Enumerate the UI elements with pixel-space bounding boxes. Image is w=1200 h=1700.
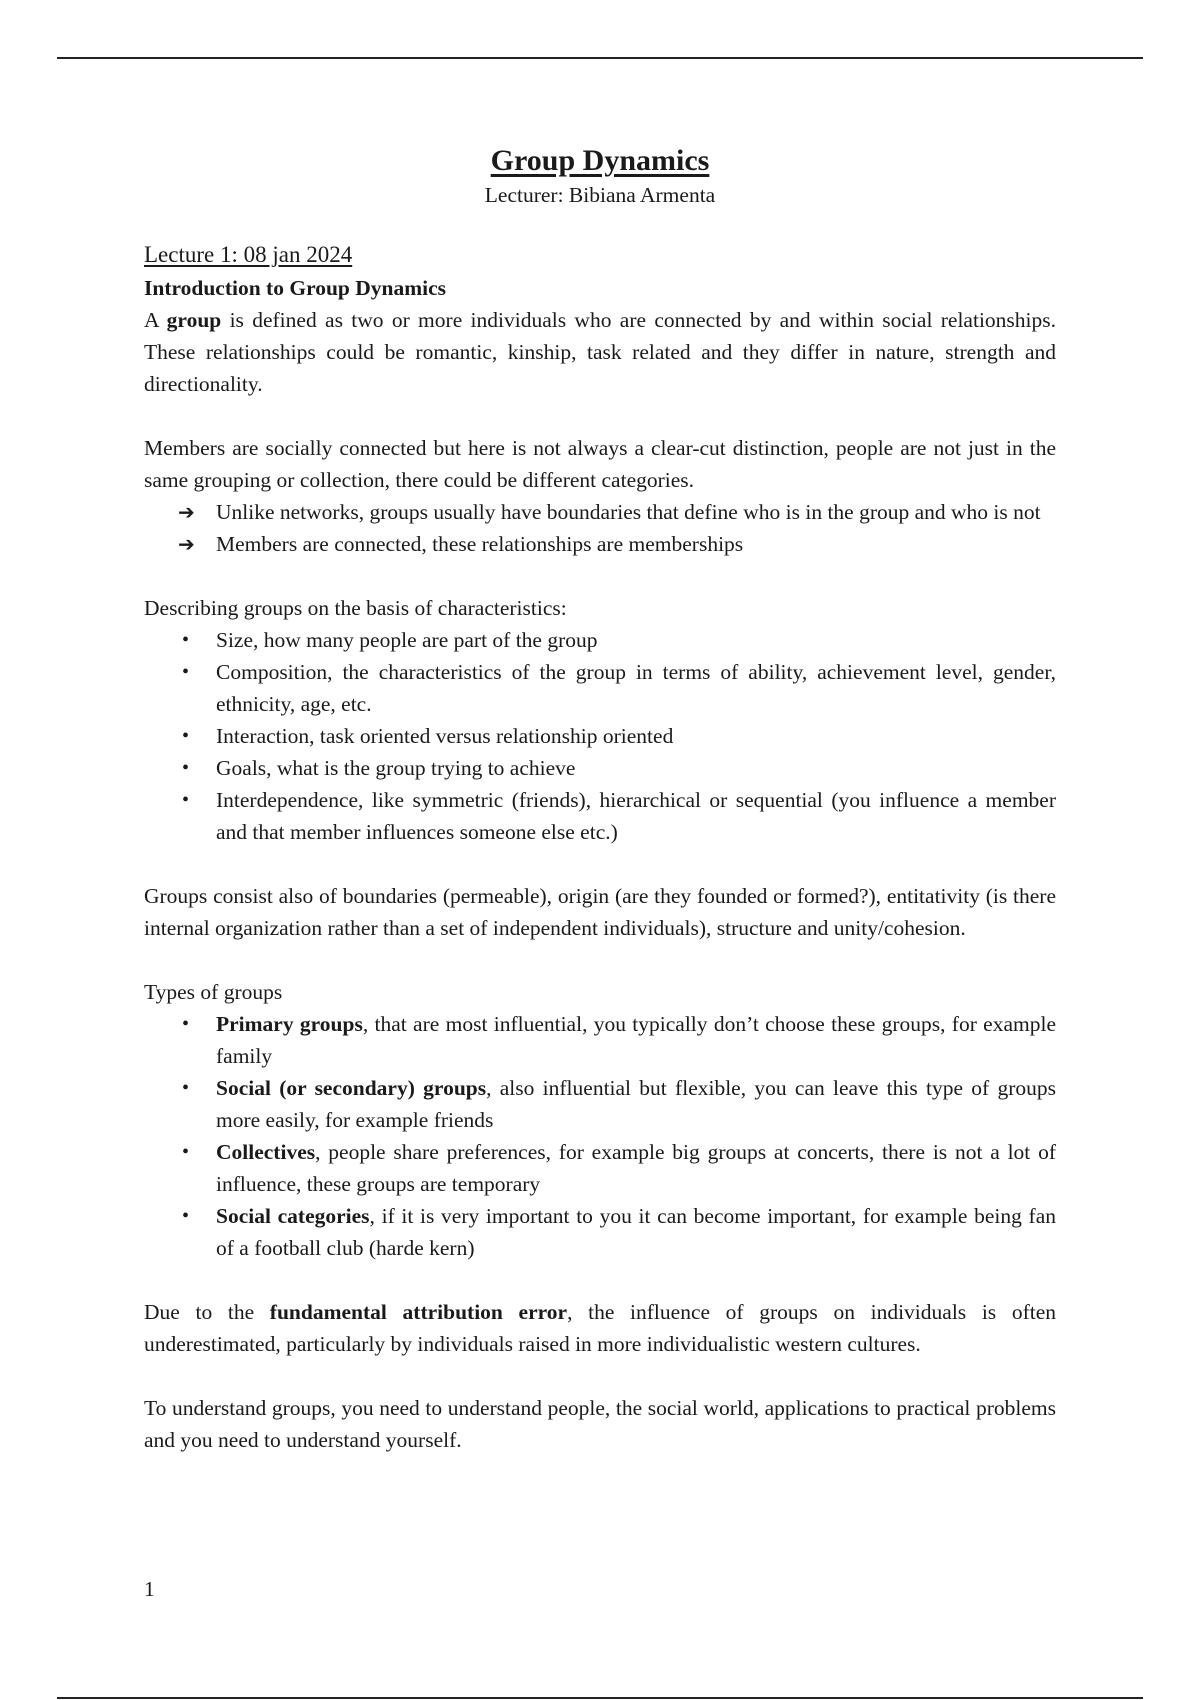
term-fundamental-attribution-error: fundamental attribution error (269, 1300, 568, 1324)
bullet-icon: • (182, 1141, 190, 1163)
types-list (144, 1008, 1056, 1264)
list-item: • Composition, the characteristics of the group in terms of ability, achievement level, gender, ethnicity, age, etc. (144, 656, 1056, 720)
bullet-icon: • (182, 725, 190, 747)
list-item: • Collectives, people share preferences, for example big groups at concerts, there is not a lot of influence, these groups are temporary (144, 1136, 1056, 1200)
list-item: • Social (or secondary) groups, also influential but flexible, you can leave this type of groups more easily, for example friends (144, 1072, 1056, 1136)
bullet-icon: • (182, 1205, 190, 1227)
arrow-item: ➔ Unlike networks, groups usually have boundaries that define who is in the group and who is not (144, 496, 1056, 528)
bullet-icon: • (182, 1013, 190, 1035)
characteristics-list (144, 624, 1056, 848)
bullet-icon: • (182, 757, 190, 779)
lecture-heading: Lecture 1: 08 jan 2024 (144, 242, 353, 267)
arrow-right-icon: ➔ (178, 500, 195, 524)
paragraph-attribution-error: Due to the fundamental attribution error, the influence of groups on individuals is often underestimated, particularly by individuals raised in more individualistic western cultures. (144, 1300, 1056, 1356)
list-item: • Interaction, task oriented versus relationship oriented (144, 720, 1056, 752)
arrow-list (144, 496, 1056, 560)
list-item: • Goals, what is the group trying to achieve (144, 752, 1056, 784)
list-item: • Size, how many people are part of the group (144, 624, 1056, 656)
list-item: • Primary groups, that are most influential, you typically don’t choose these groups, for example family (144, 1008, 1056, 1072)
document-title: Group Dynamics (490, 144, 710, 177)
arrow-item: ➔ Members are connected, these relationships are memberships (144, 528, 1056, 560)
section-heading: Introduction to Group Dynamics (144, 276, 447, 300)
term-group: group (166, 308, 222, 332)
lecturer-line: Lecturer: Bibiana Armenta (484, 183, 716, 207)
list-item: • Social categories, if it is very important to you it can become important, for example being fan of a football club (harde kern) (144, 1200, 1056, 1264)
characteristics-intro: Describing groups on the basis of characteristics: (144, 596, 567, 620)
paragraph-group-definition: A group is defined as two or more individuals who are connected by and within social relationships. These relationships could be romantic, kinship, task related and they differ in nature, strength and directionality. (144, 308, 1056, 396)
paragraph-members: Members are socially connected but here is not always a clear-cut distinction, people are not just in the same grouping or collection, there could be different categories. (144, 436, 1056, 492)
bullet-icon: • (182, 1077, 190, 1099)
arrow-right-icon: ➔ (178, 532, 195, 556)
document-page (144, 142, 1056, 1456)
paragraph-boundaries: Groups consist also of boundaries (permeable), origin (are they founded or formed?), entitativity (is there internal organization rather than a set of independent individuals), structure and unity/cohesion. (144, 884, 1056, 940)
top-rule (57, 57, 1143, 59)
bullet-icon: • (182, 629, 190, 651)
page-number: 1 (144, 1577, 155, 1601)
bullet-icon: • (182, 789, 190, 811)
list-item: • Interdependence, like symmetric (friends), hierarchical or sequential (you influence a member and that member influences someone else etc.) (144, 784, 1056, 848)
bullet-icon: • (182, 661, 190, 683)
paragraph-understand-groups: To understand groups, you need to understand people, the social world, applications to practical problems and you need to understand yourself. (144, 1396, 1056, 1452)
types-intro: Types of groups (144, 980, 283, 1004)
bottom-rule (57, 1697, 1143, 1699)
